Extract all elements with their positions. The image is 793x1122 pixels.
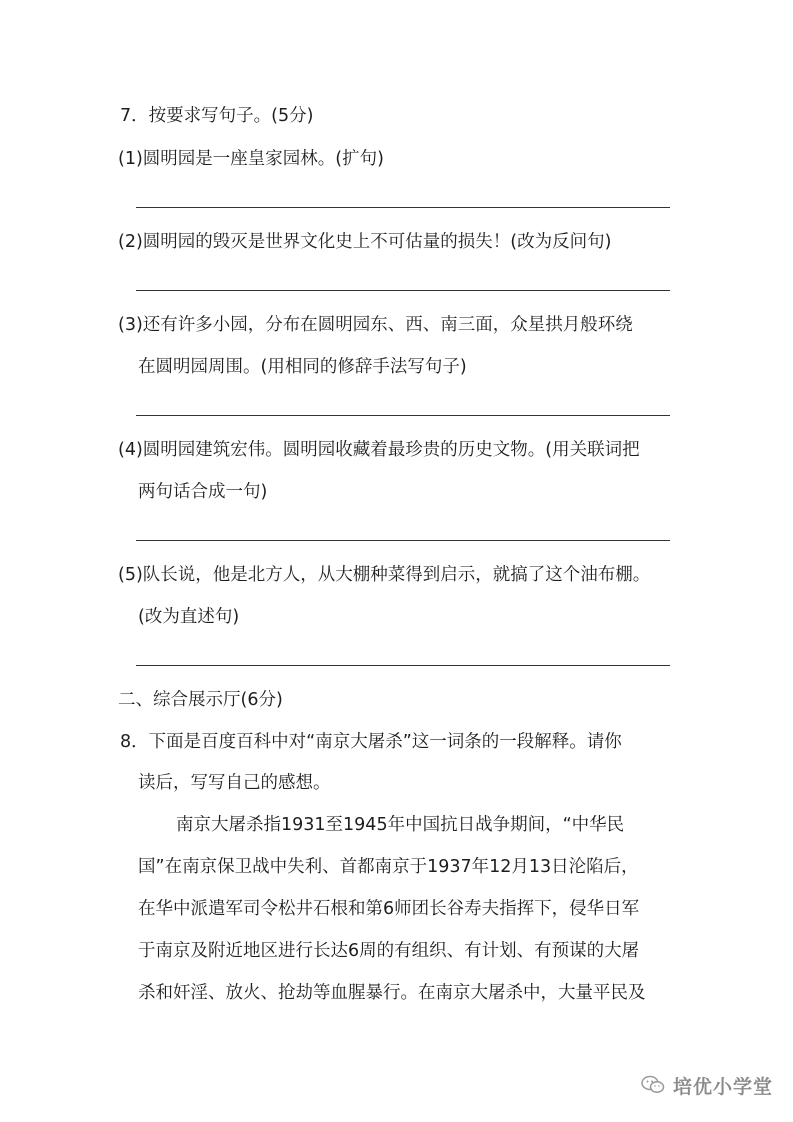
passage-line-2: 国”在南京保卫战中失利、首都南京于1937年12月13日沦陷后， (138, 857, 639, 877)
q7-item-5-line-1: (5)队长说，他是北方人，从大棚种菜得到启示，就搞了这个油布棚。 (118, 565, 651, 585)
answer-line-2 (136, 290, 670, 291)
q7-item-3-line-2: 在圆明园周围。(用相同的修辞手法写句子) (138, 357, 467, 377)
passage-line-3: 在华中派遣军司令松井石根和第6师团长谷寿夫指挥下，侵华日军 (138, 899, 640, 919)
q7-item-5-line-2: (改为直述句) (138, 607, 240, 627)
passage-line-4: 于南京及附近地区进行长达6周的有组织、有计划、有预谋的大屠 (138, 941, 640, 961)
passage-line-1: 南京大屠杀指1931至1945年中国抗日战争期间，“中华民 (176, 815, 625, 835)
q7-item-4-line-1: (4)圆明园建筑宏伟。圆明园收藏着最珍贵的历史文物。(用关联词把 (118, 440, 640, 460)
answer-line-3 (136, 415, 670, 416)
q7-item-3-line-1: (3)还有许多小园，分布在圆明园东、西、南三面，众星拱月般环绕 (118, 315, 633, 335)
question-8-line-1: 8．下面是百度百科中对“南京大屠杀”这一词条的一段解释。请你 (120, 732, 622, 752)
question-8-line-2: 读后，写写自己的感想。 (138, 773, 331, 793)
answer-line-5 (136, 665, 670, 666)
answer-line-4 (136, 540, 670, 541)
question-7-title: 7．按要求写句子。(5分) (120, 106, 314, 126)
q7-item-4-line-2: 两句话合成一句) (138, 482, 268, 502)
section-2-title: 二、综合展示厅(6分) (118, 690, 283, 710)
passage-line-5: 杀和奸淫、放火、抢劫等血腥暴行。在南京大屠杀中，大量平民及 (138, 983, 646, 1003)
watermark-text: 培优小学堂 (673, 1075, 774, 1098)
q7-item-2: (2)圆明园的毁灭是世界文化史上不可估量的损失！(改为反问句) (118, 232, 612, 252)
wechat-icon (641, 1075, 665, 1095)
answer-line-1 (136, 207, 670, 208)
q7-item-1: (1)圆明园是一座皇家园林。(扩句) (118, 149, 384, 169)
watermark (641, 1070, 773, 1100)
